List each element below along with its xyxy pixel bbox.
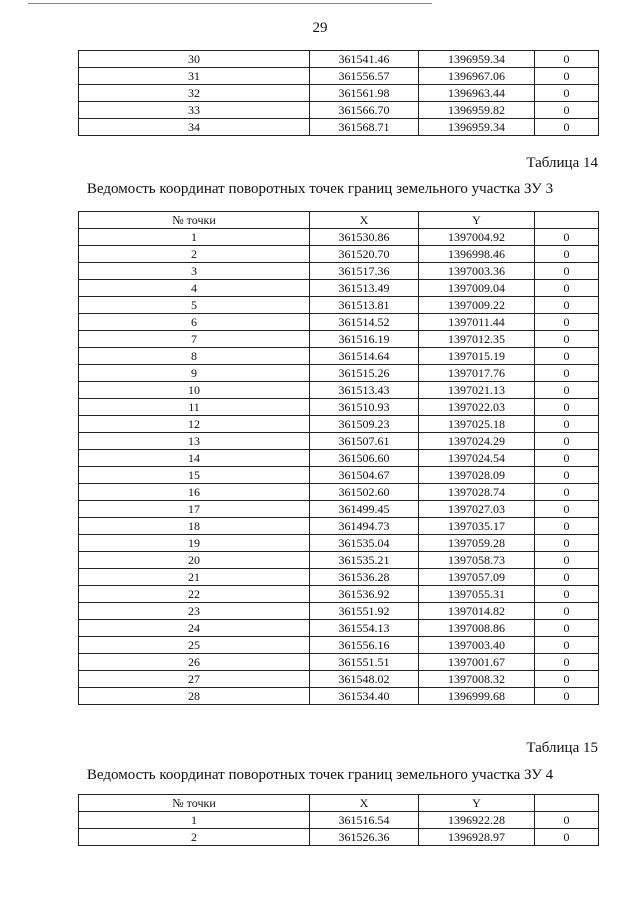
cell-y: 1397011.44	[419, 314, 535, 331]
cell-point-number: 6	[79, 314, 310, 331]
cell-point-number: 4	[79, 280, 310, 297]
table-row	[79, 382, 599, 399]
cell-x: 361566.70	[310, 102, 419, 119]
cell-x: 361568.71	[310, 119, 419, 136]
cell-y: 1396928.97	[419, 829, 535, 846]
table-row	[79, 603, 599, 620]
cell-y: 1397028.09	[419, 467, 535, 484]
cell-extra: 0	[535, 246, 599, 263]
cell-point-number: 3	[79, 263, 310, 280]
cell-point-number: 19	[79, 535, 310, 552]
cell-point-number: 11	[79, 399, 310, 416]
table-row	[79, 246, 599, 263]
cell-y: 1397027.03	[419, 501, 535, 518]
cell-y: 1397008.86	[419, 620, 535, 637]
cell-point-number: 25	[79, 637, 310, 654]
cell-x: 361535.04	[310, 535, 419, 552]
header-extra	[535, 795, 599, 812]
cell-x: 361510.93	[310, 399, 419, 416]
table-row	[79, 51, 599, 68]
header-y: Y	[419, 212, 535, 229]
cell-extra: 0	[535, 331, 599, 348]
cell-y: 1397003.36	[419, 263, 535, 280]
table-15-caption: Таблица 15	[526, 740, 598, 756]
cell-extra: 0	[535, 297, 599, 314]
table-row	[79, 535, 599, 552]
cell-y: 1396998.46	[419, 246, 535, 263]
table-row	[79, 654, 599, 671]
cell-x: 361530.86	[310, 229, 419, 246]
cell-extra: 0	[535, 654, 599, 671]
cell-x: 361520.70	[310, 246, 419, 263]
cell-point-number: 2	[79, 246, 310, 263]
cell-x: 361535.21	[310, 552, 419, 569]
cell-y: 1396963.44	[419, 85, 535, 102]
cell-point-number: 27	[79, 671, 310, 688]
cell-extra: 0	[535, 603, 599, 620]
cell-x: 361513.49	[310, 280, 419, 297]
cell-y: 1397059.28	[419, 535, 535, 552]
cell-x: 361509.23	[310, 416, 419, 433]
cell-extra: 0	[535, 51, 599, 68]
header-x: X	[310, 795, 419, 812]
cell-extra: 0	[535, 829, 599, 846]
cell-x: 361507.61	[310, 433, 419, 450]
table-row	[79, 348, 599, 365]
cell-y: 1396999.68	[419, 688, 535, 705]
cell-point-number: 34	[79, 119, 310, 136]
cell-point-number: 28	[79, 688, 310, 705]
cell-point-number: 22	[79, 586, 310, 603]
cell-y: 1397008.32	[419, 671, 535, 688]
table-row	[79, 85, 599, 102]
cell-y: 1397035.17	[419, 518, 535, 535]
table-header-row	[79, 212, 599, 229]
cell-x: 361561.98	[310, 85, 419, 102]
cell-extra: 0	[535, 586, 599, 603]
cell-extra: 0	[535, 569, 599, 586]
cell-extra: 0	[535, 348, 599, 365]
cell-point-number: 5	[79, 297, 310, 314]
cell-extra: 0	[535, 119, 599, 136]
cell-x: 361504.67	[310, 467, 419, 484]
coordinates-table-continued	[78, 50, 599, 136]
cell-extra: 0	[535, 382, 599, 399]
cell-point-number: 14	[79, 450, 310, 467]
header-point-number: № точки	[79, 212, 310, 229]
cell-x: 361554.13	[310, 620, 419, 637]
header-point-number: № точки	[79, 795, 310, 812]
cell-extra: 0	[535, 688, 599, 705]
cell-point-number: 16	[79, 484, 310, 501]
cell-point-number: 30	[79, 51, 310, 68]
cell-extra: 0	[535, 552, 599, 569]
cell-x: 361494.73	[310, 518, 419, 535]
cell-y: 1397024.54	[419, 450, 535, 467]
cell-y: 1397003.40	[419, 637, 535, 654]
cell-y: 1397028.74	[419, 484, 535, 501]
table-row	[79, 586, 599, 603]
cell-extra: 0	[535, 399, 599, 416]
cell-point-number: 2	[79, 829, 310, 846]
table-row	[79, 637, 599, 654]
table-row	[79, 812, 599, 829]
cell-point-number: 7	[79, 331, 310, 348]
cell-x: 361513.81	[310, 297, 419, 314]
table-row	[79, 501, 599, 518]
table-row	[79, 416, 599, 433]
cell-extra: 0	[535, 68, 599, 85]
cell-point-number: 20	[79, 552, 310, 569]
cell-extra: 0	[535, 484, 599, 501]
cell-extra: 0	[535, 671, 599, 688]
table-row	[79, 829, 599, 846]
table-row	[79, 229, 599, 246]
table-row	[79, 314, 599, 331]
table-row	[79, 467, 599, 484]
cell-y: 1397021.13	[419, 382, 535, 399]
cell-point-number: 21	[79, 569, 310, 586]
table-row	[79, 399, 599, 416]
page-number: 29	[312, 20, 328, 36]
cell-y: 1397009.04	[419, 280, 535, 297]
cell-y: 1397055.31	[419, 586, 535, 603]
table-row	[79, 569, 599, 586]
cell-extra: 0	[535, 501, 599, 518]
cell-point-number: 12	[79, 416, 310, 433]
cell-x: 361548.02	[310, 671, 419, 688]
cell-extra: 0	[535, 812, 599, 829]
table-row	[79, 620, 599, 637]
cell-y: 1397024.29	[419, 433, 535, 450]
cell-point-number: 23	[79, 603, 310, 620]
cell-x: 361502.60	[310, 484, 419, 501]
cell-x: 361536.28	[310, 569, 419, 586]
cell-point-number: 13	[79, 433, 310, 450]
cell-extra: 0	[535, 280, 599, 297]
cell-x: 361536.92	[310, 586, 419, 603]
header-y: Y	[419, 795, 535, 812]
table-row	[79, 450, 599, 467]
cell-point-number: 24	[79, 620, 310, 637]
cell-point-number: 33	[79, 102, 310, 119]
table-14-heading: Ведомость координат поворотных точек границ земельного участка ЗУ 3	[86, 181, 554, 197]
cell-y: 1396967.06	[419, 68, 535, 85]
cell-y: 1397022.03	[419, 399, 535, 416]
cell-extra: 0	[535, 85, 599, 102]
cell-y: 1397057.09	[419, 569, 535, 586]
cell-x: 361551.51	[310, 654, 419, 671]
header-x: X	[310, 212, 419, 229]
cell-extra: 0	[535, 637, 599, 654]
cell-point-number: 32	[79, 85, 310, 102]
cell-x: 361541.46	[310, 51, 419, 68]
table-row	[79, 263, 599, 280]
cell-y: 1397025.18	[419, 416, 535, 433]
table-row	[79, 119, 599, 136]
cell-x: 361556.57	[310, 68, 419, 85]
cell-x: 361514.64	[310, 348, 419, 365]
cell-x: 361513.43	[310, 382, 419, 399]
cell-extra: 0	[535, 229, 599, 246]
cell-y: 1397014.82	[419, 603, 535, 620]
cell-point-number: 15	[79, 467, 310, 484]
cell-point-number: 31	[79, 68, 310, 85]
table-row	[79, 518, 599, 535]
coordinates-table-zu3	[78, 211, 599, 705]
cell-point-number: 17	[79, 501, 310, 518]
cell-point-number: 18	[79, 518, 310, 535]
cell-point-number: 1	[79, 812, 310, 829]
cell-y: 1397009.22	[419, 297, 535, 314]
table-14-caption: Таблица 14	[526, 155, 598, 171]
table-row	[79, 688, 599, 705]
top-rule	[28, 3, 432, 4]
cell-point-number: 1	[79, 229, 310, 246]
cell-x: 361516.54	[310, 812, 419, 829]
table-row	[79, 433, 599, 450]
cell-x: 361499.45	[310, 501, 419, 518]
cell-point-number: 26	[79, 654, 310, 671]
cell-y: 1396959.34	[419, 119, 535, 136]
cell-extra: 0	[535, 535, 599, 552]
table-row	[79, 297, 599, 314]
cell-point-number: 8	[79, 348, 310, 365]
cell-y: 1396959.34	[419, 51, 535, 68]
cell-x: 361526.36	[310, 829, 419, 846]
cell-extra: 0	[535, 433, 599, 450]
table-row	[79, 280, 599, 297]
cell-extra: 0	[535, 450, 599, 467]
cell-extra: 0	[535, 263, 599, 280]
cell-point-number: 9	[79, 365, 310, 382]
table-row	[79, 484, 599, 501]
cell-y: 1396922.28	[419, 812, 535, 829]
cell-x: 361517.36	[310, 263, 419, 280]
cell-extra: 0	[535, 416, 599, 433]
cell-x: 361516.19	[310, 331, 419, 348]
cell-extra: 0	[535, 620, 599, 637]
cell-y: 1396959.82	[419, 102, 535, 119]
table-row	[79, 102, 599, 119]
table-row	[79, 671, 599, 688]
table-row	[79, 68, 599, 85]
cell-x: 361534.40	[310, 688, 419, 705]
cell-y: 1397001.67	[419, 654, 535, 671]
cell-y: 1397004.92	[419, 229, 535, 246]
table-15-heading: Ведомость координат поворотных точек границ земельного участка ЗУ 4	[86, 767, 554, 783]
table-header-row	[79, 795, 599, 812]
cell-x: 361551.92	[310, 603, 419, 620]
cell-x: 361556.16	[310, 637, 419, 654]
header-extra	[535, 212, 599, 229]
cell-y: 1397012.35	[419, 331, 535, 348]
table-row	[79, 552, 599, 569]
cell-extra: 0	[535, 102, 599, 119]
cell-x: 361515.26	[310, 365, 419, 382]
coordinates-table-zu4	[78, 794, 599, 846]
cell-extra: 0	[535, 467, 599, 484]
cell-extra: 0	[535, 314, 599, 331]
cell-x: 361514.52	[310, 314, 419, 331]
cell-extra: 0	[535, 365, 599, 382]
cell-y: 1397058.73	[419, 552, 535, 569]
cell-y: 1397015.19	[419, 348, 535, 365]
table-row	[79, 365, 599, 382]
cell-y: 1397017.76	[419, 365, 535, 382]
cell-point-number: 10	[79, 382, 310, 399]
table-row	[79, 331, 599, 348]
cell-extra: 0	[535, 518, 599, 535]
cell-x: 361506.60	[310, 450, 419, 467]
